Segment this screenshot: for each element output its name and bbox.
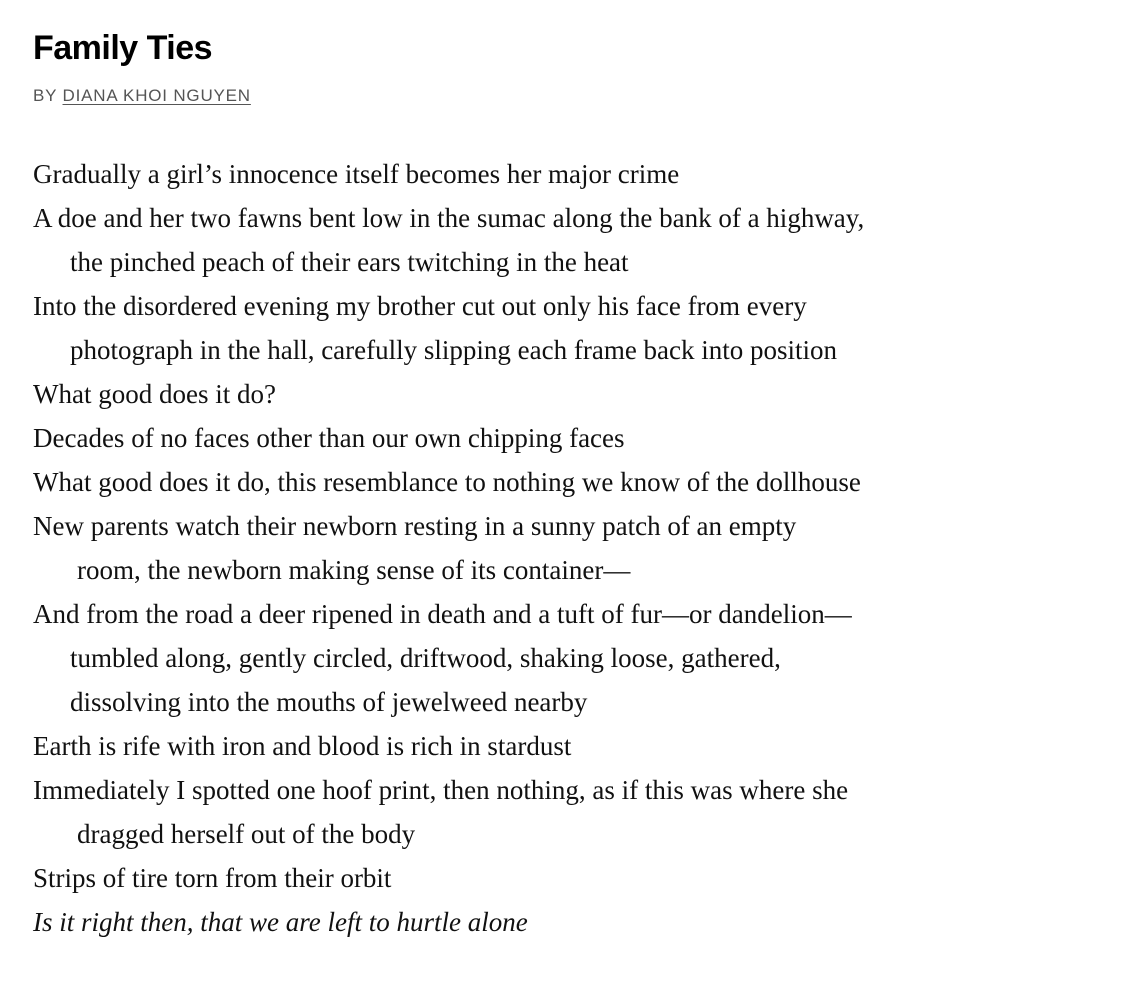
poem-title: Family Ties [33, 29, 213, 67]
poem-line: Immediately I spotted one hoof print, then nothing, as if this was where she [33, 775, 849, 805]
author-link[interactable]: DIANA KHOI NGUYEN [62, 86, 251, 105]
poem-line: Earth is rife with iron and blood is rich in stardust [33, 731, 572, 761]
poem-line: Gradually a girl’s innocence itself becomes her major crime [33, 159, 680, 189]
poem-line: What good does it do, this resemblance to nothing we know of the dollhouse [33, 467, 861, 497]
poem-line: Decades of no faces other than our own chipping faces [33, 423, 625, 453]
byline [33, 85, 251, 107]
poem-line: New parents watch their newborn resting in a sunny patch of an empty [33, 511, 797, 541]
poem-line: room, the newborn making sense of its container— [77, 555, 631, 585]
poem-body [33, 152, 864, 944]
poem-line: photograph in the hall, carefully slipping each frame back into position [70, 335, 838, 365]
poem-line: Strips of tire torn from their orbit [33, 863, 392, 893]
poem-line-closing: Is it right then, that we are left to hurtle alone [33, 907, 528, 937]
poem-line: A doe and her two fawns bent low in the sumac along the bank of a highway, [33, 203, 865, 233]
byline-prefix: BY [33, 86, 57, 105]
poem-line: the pinched peach of their ears twitching in the heat [70, 247, 629, 277]
poem-line: dissolving into the mouths of jewelweed nearby [70, 687, 588, 717]
poem-line: What good does it do? [33, 379, 276, 409]
poem-line: tumbled along, gently circled, driftwood, shaking loose, gathered, [70, 643, 781, 673]
poem-line: dragged herself out of the body [77, 819, 416, 849]
poem-line: And from the road a deer ripened in death and a tuft of fur—or dandelion— [33, 599, 852, 629]
poem-line: Into the disordered evening my brother cut out only his face from every [33, 291, 807, 321]
